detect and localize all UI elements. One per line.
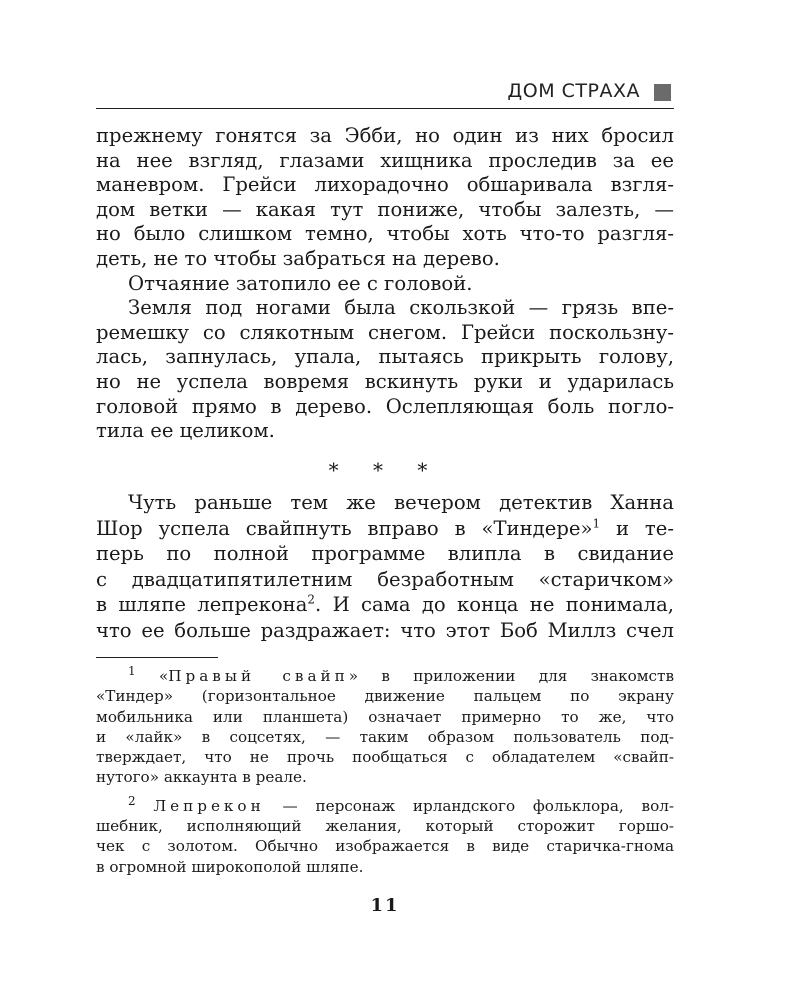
footnote-1-line: и «лайк» в соцсетях, — таким образом пользователь под- [96,727,674,746]
page-number: 11 [370,895,400,916]
main-text-lower [96,490,674,643]
text-line: ремешку со слякотным снегом. Грейси поскользну- [96,320,674,344]
text-fragment: Шор успела свайпнуть вправо в «Тиндере» [96,516,593,540]
text-line: Земля под ногами была скользкой — грязь впе- [128,296,674,320]
header-square-icon [654,84,671,101]
running-header-title: ДОМ СТРАХА [507,80,640,102]
footnote-1-line: тверждает, что не прочь пообщаться с обладателем «свайп- [96,748,674,767]
text-line: на нее взгляд, глазами хищника проследив за ее [96,148,674,172]
text-line: прежнему гонятся за Эбби, но один из них бросил [96,124,674,147]
text-line: дом ветки — какая тут пониже, чтобы залезть, — [96,197,674,221]
text-line: Отчаяние затопило ее с головой. [128,271,473,295]
footnote-1-line: $^1$ «Правый свайп» в приложении для знакомств [128,663,674,685]
footnote-2-line: в огромной широкополой шляпе. [96,857,364,876]
footnote-gap [96,788,674,796]
footnote-2-line: шебник, исполняющий желания, который сторожит горшо- [96,817,674,836]
section-separator: * * * [328,458,442,482]
footnote-divider [96,657,218,658]
footnote-2-term: Лепрекон [153,796,265,815]
text-line: но было слишком темно, чтобы хоть что-то разгля- [96,222,674,246]
footnotes [96,663,675,877]
text-fragment: . И сама до конца не понимала, [315,593,674,616]
text-fragment: в шляпе лепрекона [96,593,308,616]
footnote-2-line [96,793,675,816]
text-line [96,516,674,542]
text-line: головой прямо в дерево. Ослепляющая боль погло- [96,394,674,418]
text-line: Чуть раньше тем же вечером детектив Ханна [128,491,674,514]
text-line [96,592,674,618]
footnote-1-line: мобильника или планшета) означает примерно то же, что [96,707,674,726]
footnote-2-marker: 2 [128,793,136,808]
text-fragment: в приложении для знакомств [358,667,674,685]
text-fragment: и те- [600,516,674,540]
footnote-1-marker: 1 [128,663,136,678]
text-line: тила ее целиком. [96,419,275,443]
text-line: деть, не то чтобы забраться на дерево. [96,246,500,270]
footnote-1-line: «Тиндер» (горизонтальное движение пальцем по экрану [96,687,674,706]
footnote-1-line: нутого» аккаунта в реале. [96,768,307,787]
running-header [96,78,674,109]
footnote-ref-1[interactable]: 1 [592,515,601,530]
footnote-1-term: Правый свайп [168,667,349,685]
text-line: но не успела вовремя вскинуть руки и ударилась [96,369,674,393]
main-text-upper [96,124,674,444]
footnote-ref-2[interactable]: 2 [307,592,316,607]
text-line: маневром. Грейси лихорадочно обшаривала взгля- [96,173,674,197]
footnote-2-line: чек с золотом. Обычно изображается в виде старичка-гнома [96,837,674,856]
text-fragment: — персонаж ирландского фольклора, вол- [264,796,675,815]
text-line: лась, запнулась, упала, пытаясь прикрыть голову, [96,345,674,369]
text-line: с двадцатипятилетним безработным «старичком» [96,567,674,591]
text-line: что ее больше раздражает: что этот Боб Миллз счел [96,618,674,642]
text-line: перь по полной программе влипла в свидание [96,542,674,565]
